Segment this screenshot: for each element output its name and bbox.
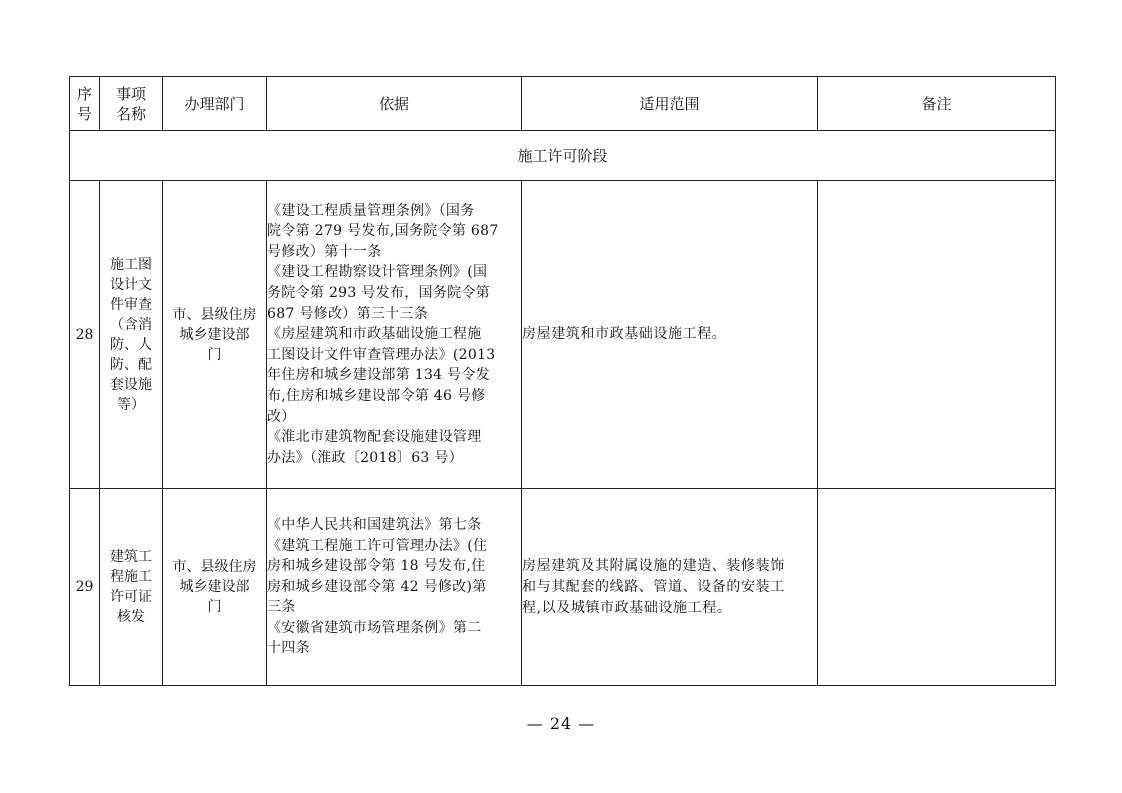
row-seq: 29 bbox=[70, 489, 100, 686]
basis-line: 687 号修改）第三十三条 bbox=[267, 305, 429, 322]
basis-line: 三条 bbox=[267, 599, 296, 616]
basis-line: 《建筑工程施工许可管理办法》(住 bbox=[267, 537, 488, 554]
page-number: — 24 — bbox=[526, 714, 596, 733]
row-basis bbox=[267, 489, 522, 686]
scope-line: 房屋建筑及其附属设施的建造、装修装饰 bbox=[522, 557, 785, 574]
basis-line: 房和城乡建设部令第 18 号发布,住 bbox=[267, 558, 486, 575]
table-row bbox=[70, 181, 1056, 489]
matters-table bbox=[69, 76, 1056, 686]
basis-line: 工图设计文件审查管理办法》(2013 bbox=[267, 346, 496, 363]
basis-line: 年住房和城乡建设部第 134 号令发 bbox=[267, 367, 491, 384]
scope-line: 程,以及城镇市政基础设施工程。 bbox=[522, 599, 732, 616]
header-seq-line2: 号 bbox=[76, 104, 92, 123]
header-name-line2: 名称 bbox=[115, 104, 146, 123]
row-note bbox=[818, 181, 1056, 489]
header-name-line1: 事项 bbox=[115, 84, 146, 103]
row-dept: 市、县级住房 城乡建设部 门 bbox=[163, 181, 267, 489]
header-scope: 适用范围 bbox=[522, 77, 818, 131]
basis-line: 改） bbox=[267, 408, 296, 425]
row-dept: 市、县级住房 城乡建设部 门 bbox=[163, 489, 267, 686]
basis-line: 《建设工程勘察设计管理条例》(国 bbox=[267, 264, 488, 281]
scope-line: 和与其配套的线路、管道、设备的安装工 bbox=[522, 578, 785, 595]
basis-line: 办法》（淮政〔2018〕63 号） bbox=[267, 449, 463, 466]
header-row bbox=[70, 77, 1056, 131]
basis-line: 十四条 bbox=[267, 640, 310, 657]
row-name: 施工图 设计文 件审查 （含消 防、人 防、配 套设施 等） bbox=[100, 181, 163, 489]
row-scope bbox=[522, 181, 818, 489]
header-dept: 办理部门 bbox=[163, 77, 267, 131]
header-seq-line1: 序 bbox=[76, 84, 92, 103]
header-note: 备注 bbox=[818, 77, 1056, 131]
row-seq: 28 bbox=[70, 181, 100, 489]
basis-line: 《建设工程质量管理条例》（国务 bbox=[267, 202, 475, 219]
header-seq bbox=[70, 77, 100, 131]
basis-line: 《淮北市建筑物配套设施建设管理 bbox=[267, 429, 482, 446]
basis-line: 房和城乡建设部令第 42 号修改)第 bbox=[267, 578, 487, 595]
basis-line: 务院令第 293 号发布，国务院令第 bbox=[267, 285, 491, 302]
basis-line: 《中华人民共和国建筑法》第七条 bbox=[267, 516, 482, 533]
basis-line: 布,住房和城乡建设部令第 46 号修 bbox=[267, 387, 486, 404]
header-name bbox=[100, 77, 163, 131]
row-scope bbox=[522, 489, 818, 686]
scope-line: 房屋建筑和市政基础设施工程。 bbox=[522, 326, 727, 342]
row-name: 建筑工 程施工 许可证 核发 bbox=[100, 489, 163, 686]
section-title: 施工许可阶段 bbox=[70, 131, 1056, 181]
basis-line: 号修改）第十一条 bbox=[267, 243, 382, 260]
section-row bbox=[70, 131, 1056, 181]
row-note bbox=[818, 489, 1056, 686]
header-basis: 依据 bbox=[267, 77, 522, 131]
row-basis bbox=[267, 181, 522, 489]
basis-line: 《房屋建筑和市政基础设施工程施 bbox=[267, 326, 482, 343]
basis-line: 《安徽省建筑市场管理条例》第二 bbox=[267, 619, 482, 636]
basis-line: 院令第 279 号发布,国务院令第 687 bbox=[267, 223, 499, 240]
table-row bbox=[70, 489, 1056, 686]
